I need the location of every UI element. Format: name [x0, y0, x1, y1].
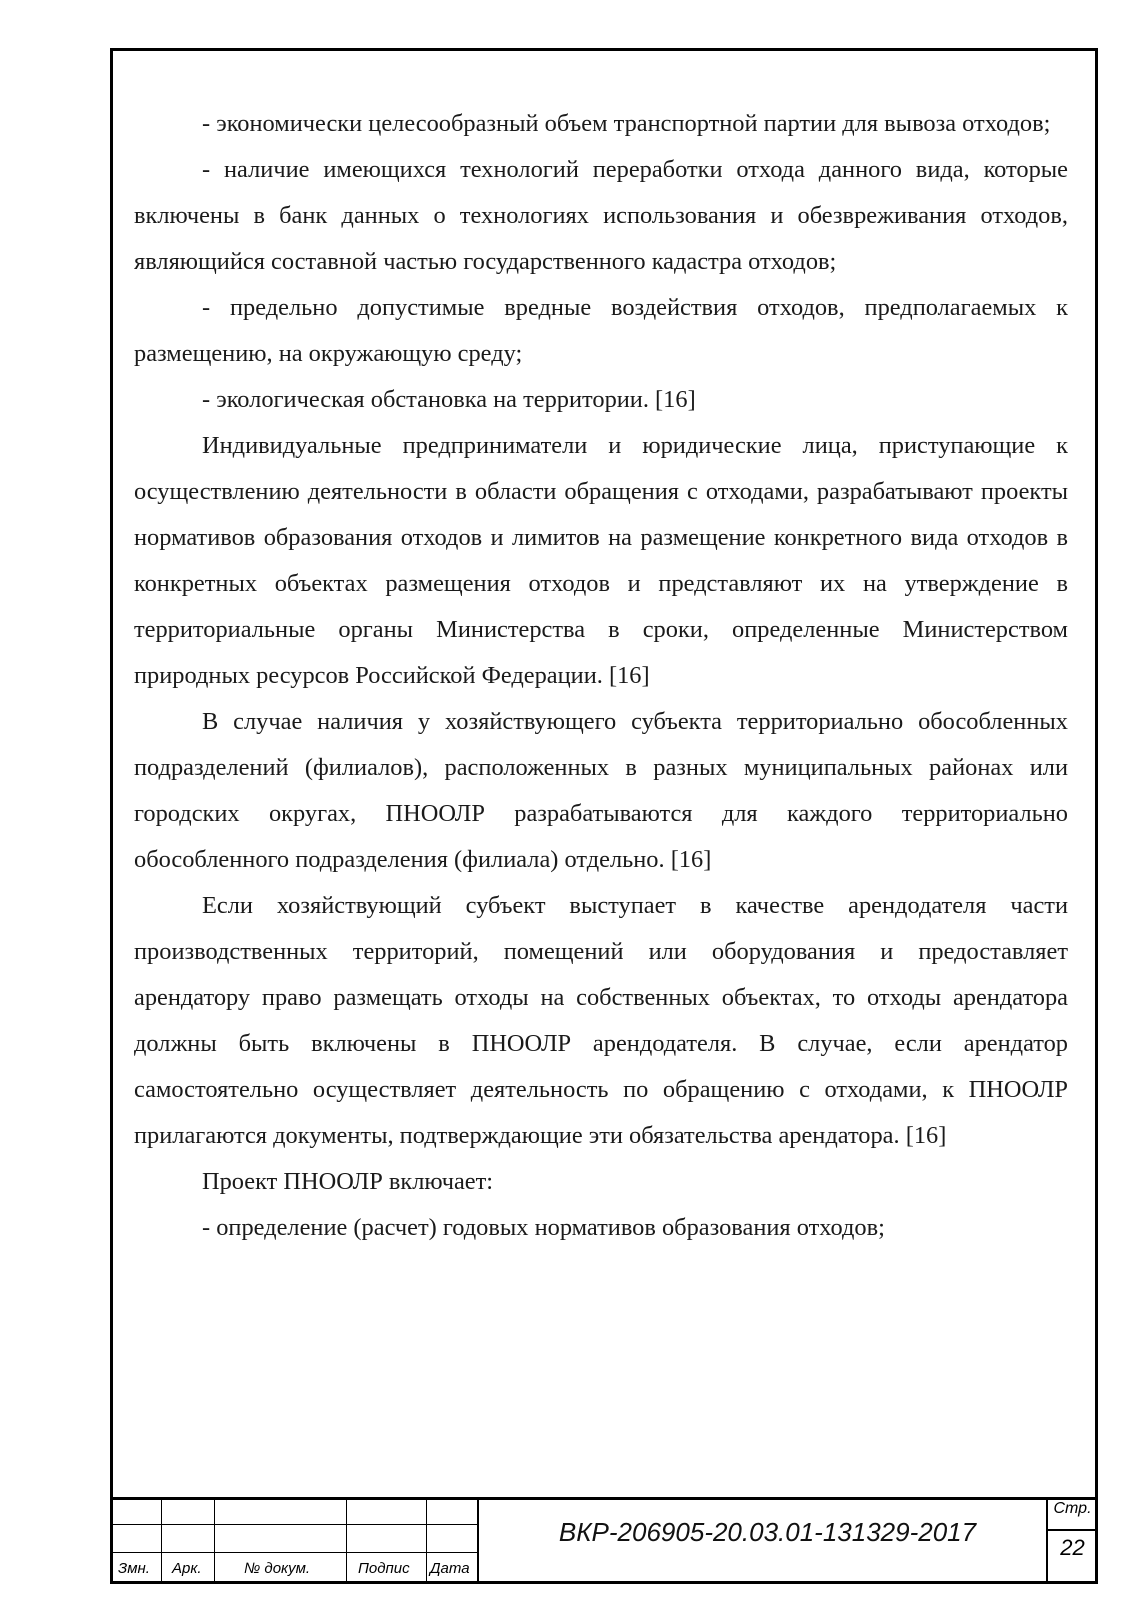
stamp-label-sign: Подпис: [358, 1560, 410, 1577]
stamp-row-line: [110, 1524, 478, 1525]
stamp-label-doc: № докум.: [244, 1560, 311, 1577]
paragraph: - наличие имеющихся технологий переработки отхода данного вида, которые включены в банк данных о технологиях использования и обезвреживания отходов, являющийся составной частью государственного кадастра отходов;: [134, 156, 1068, 275]
title-block: [110, 1497, 1098, 1584]
stamp-top-border: [110, 1497, 1098, 1500]
paragraph: - экологическая обстановка на территории. [16]: [202, 386, 696, 413]
stamp-col-line: [161, 1497, 162, 1584]
stamp-col-line: [214, 1497, 215, 1584]
stamp-label-list: Арк.: [172, 1560, 202, 1577]
document-number: ВКР-206905-20.03.01-131329-2017: [558, 1517, 977, 1547]
paragraph: Если хозяйствующий субъект выступает в качестве арендодателя части производственных территорий, помещений или оборудования и предоставляет арендатору право размещать отходы на собственных объектах, то отходы арендатора должны быть включены в ПНООЛР арендодателя. В случае, если арендатор самостоятельно осуществляет деятельность по обращению с отходами, к ПНООЛР прилагаются документы, подтверждающие эти обязательства арендатора. [16]: [134, 892, 1068, 1149]
stamp-label-date: Дата: [430, 1560, 470, 1577]
stamp-col-line: [477, 1497, 479, 1584]
stamp-label-izm: Змн.: [118, 1560, 150, 1577]
stamp-col-line: [426, 1497, 427, 1584]
paragraph: - определение (расчет) годовых нормативов образования отходов;: [202, 1214, 885, 1241]
paragraph: Индивидуальные предприниматели и юридические лица, приступающие к осуществлению деятельности в области обращения с отходами, разрабатывают проекты нормативов образования отходов и лимитов на размещение конкретного вида отходов в конкретных объектах размещения отходов и представляют их на утверждение в территориальные органы Министерства в сроки, определенные Министерством природных ресурсов Российской Федерации. [16]: [134, 432, 1068, 689]
page-number: 22: [1060, 1535, 1085, 1560]
stamp-col-line: [346, 1497, 347, 1584]
paragraph: - экономически целесообразный объем транспортной партии для вывоза отходов;: [202, 110, 1051, 137]
paragraph: Проект ПНООЛР включает:: [202, 1168, 494, 1195]
paragraph: - предельно допустимые вредные воздействия отходов, предполагаемых к размещению, на окружающую среду;: [134, 294, 1068, 367]
document-body: [134, 101, 1068, 1251]
page-label: Стр.: [1053, 1500, 1092, 1517]
stamp-row-line: [1047, 1529, 1098, 1531]
stamp-row-line: [110, 1552, 478, 1553]
paragraph: В случае наличия у хозяйствующего субъекта территориально обособленных подразделений (филиалов), расположенных в разных муниципальных районах или городских округах, ПНООЛР разрабатываются для каждого территориально обособленного подразделения (филиала) отдельно. [16]: [134, 708, 1068, 873]
